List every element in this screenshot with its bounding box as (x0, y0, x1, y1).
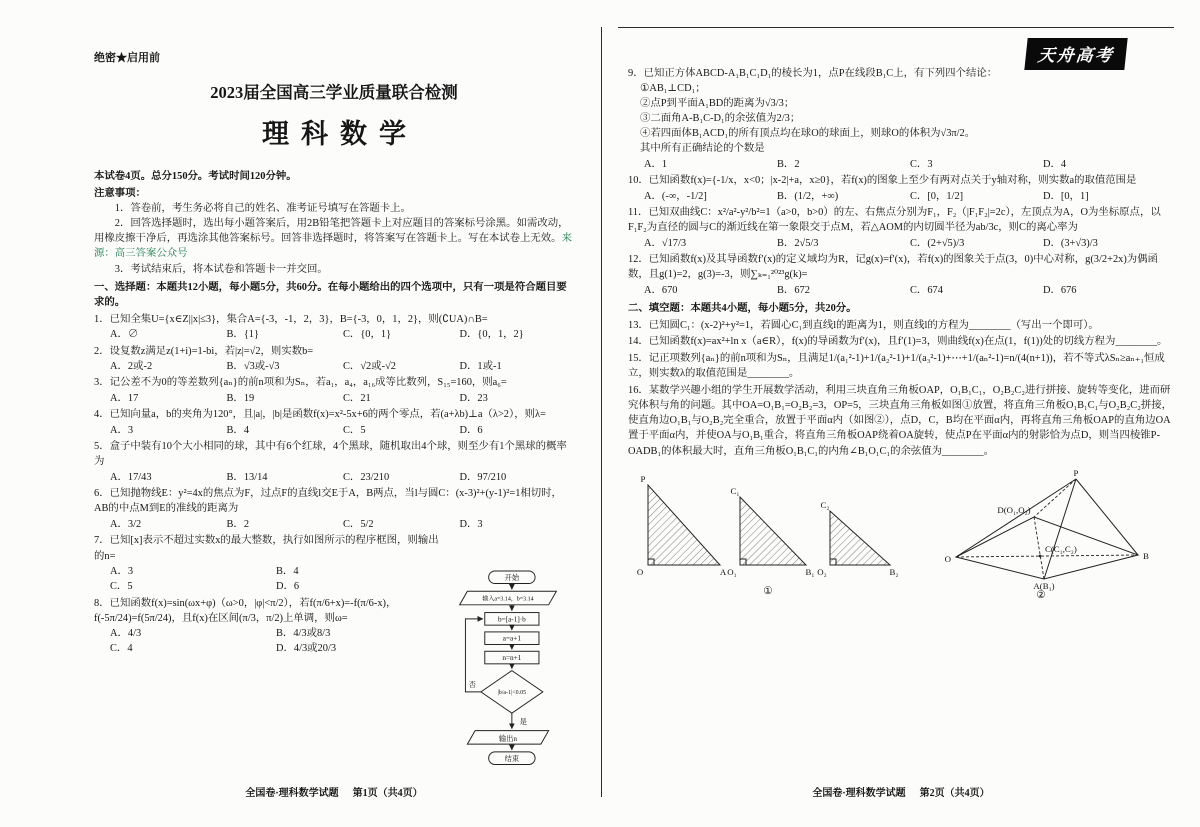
section1-title: 一、选择题：本题共12小题，每小题5分，共60分。在每小题给出的四个选项中，只有一项是符合题目要求的。 (94, 281, 567, 309)
option: C．5 (110, 580, 133, 592)
question-number: 16． (628, 384, 649, 396)
options (94, 327, 574, 342)
option: B．√3或-√3 (226, 360, 280, 372)
question-9 (628, 66, 1174, 172)
options (94, 359, 574, 374)
question-number: 9． (628, 67, 644, 79)
question-number: 14． (628, 336, 649, 348)
question-number: 7． (94, 535, 110, 547)
option: A．3 (110, 565, 134, 577)
option: C．[0，1/2] (910, 190, 964, 202)
choice-question-list-2 (628, 66, 1174, 298)
exam-title: 2023届全国高三学业质量联合检测 (210, 83, 458, 103)
option: A．1 (644, 158, 668, 170)
option: C．5 (343, 424, 366, 436)
question-6 (94, 486, 574, 532)
question-10 (628, 173, 1174, 203)
option: D．4/3或20/3 (276, 643, 337, 655)
question-text: 2．设复数z满足z(1+i)=1-bi，若|z|=√2，则实数b= (94, 345, 314, 357)
question-8 (94, 596, 440, 657)
notice-title: 注意事项： (94, 187, 146, 199)
option: D．676 (1043, 284, 1077, 296)
flowchart-svg (446, 570, 570, 778)
question-number: 13． (628, 319, 649, 331)
output-label: 输出n (498, 734, 518, 743)
figure1-caption: ① (763, 585, 773, 597)
options (628, 189, 1174, 204)
exam-meta: 本试卷4页。总分150分。考试时间120分钟。 (94, 170, 297, 182)
option: C．√2或-√2 (343, 360, 396, 372)
options (94, 391, 574, 406)
question-number: 11． (628, 207, 649, 219)
page-divider (601, 27, 602, 797)
page2-footer (628, 787, 1174, 802)
option: D．[0，1] (1043, 190, 1089, 202)
page-2 (628, 64, 1174, 812)
end-label: 结束 (504, 755, 520, 764)
question-11 (628, 205, 1174, 251)
label-O: O (944, 553, 951, 564)
triangle-OAP (648, 485, 720, 565)
label-O1: O₁ (727, 566, 737, 577)
option: D．3 (459, 518, 483, 530)
process-label-2: a=a+1 (502, 634, 521, 643)
option: C．674 (910, 284, 943, 296)
question-text: 1．已知全集U={x∈Z||x|≤3}，集合A={-3，-1，2，3}，B={-3，0，1，2}，则(∁UA)∩B= (94, 313, 488, 325)
label-P: P (1073, 467, 1079, 478)
option: B．(1/2，+∞) (777, 190, 839, 202)
label-C2: C₂ (820, 499, 830, 510)
question-number: 3． (94, 377, 110, 389)
question-text: 7．已知[x]表示不超过实数x的最大整数，执行如图所示的程序框图，则输出的n= (94, 535, 439, 562)
question-15 (628, 351, 1174, 381)
yes-label: 是 (519, 717, 527, 726)
question-number: 10． (628, 175, 649, 187)
option: B．672 (777, 284, 810, 296)
label-C: C(C₁,C₂) (1045, 543, 1077, 554)
option: A．670 (644, 284, 678, 296)
question-text: ②点P到平面A₁BD的距离为√3/3； (640, 97, 795, 109)
question-text: ③二面角A-B₁C-D₁的余弦值为2/3； (640, 113, 801, 125)
option: A．17/43 (110, 471, 152, 483)
option: B．2 (226, 518, 250, 530)
option: C．5/2 (343, 518, 374, 530)
option: A．√17/3 (644, 237, 687, 249)
figure-2-solid (926, 467, 1166, 599)
label-B1: B₁ (805, 566, 815, 577)
question-number: 4． (94, 409, 110, 421)
label-P: P (640, 473, 646, 484)
figure2-caption: ② (1036, 589, 1046, 599)
label-O2: O₂ (817, 566, 827, 577)
secrecy-label: 绝密★启用前 (94, 52, 160, 64)
options (628, 236, 1174, 251)
option: B．2√5/3 (777, 237, 819, 249)
option: A．2或-2 (110, 360, 153, 372)
option: B．19 (226, 392, 255, 404)
option: B．4 (276, 565, 299, 577)
options (94, 564, 440, 594)
question-3 (94, 375, 574, 405)
page2-top-rule (618, 27, 1174, 28)
question-text: 9．已知正方体ABCD-A₁B₁C₁D₁的棱长为1，点P在线段B₁C上，有下列四个结论： (628, 67, 998, 79)
question-text: ④若四面体B₁ACD₁的所有顶点均在球O的球面上，则球O的体积为√3π/2。 (640, 128, 976, 140)
options (94, 470, 574, 485)
question-text: 13．已知圆C₁：(x-2)²+y²=1，若圆心C₁到直线l的距离为1，则直线l的方程为________（写出一个即可）。 (628, 319, 1099, 331)
option: B．2 (777, 158, 800, 170)
option: C．21 (343, 392, 371, 404)
notice-item: 1．答卷前，考生务必将自己的姓名、准考证号填写在答题卡上。 (114, 202, 411, 214)
label-B: B (1143, 550, 1149, 561)
label-O: O (636, 566, 644, 577)
question-text: 4．已知向量a，b的夹角为120°，且|a|，|b|是函数f(x)=x²-5x+6的两个零点，若(a+λb)⊥a（λ>2），则λ= (94, 409, 546, 421)
question-5 (94, 439, 574, 485)
question-text: 12．已知函数f(x)及其导函数f′(x)的定义域均为R，记g(x)=f′(x)，若f(x)的图象关于点(3，0)中心对称，g(3/2+2x)为偶函数，且g(1)=2，g(3)=-3，则∑ₖ₌₁²⁰²³g(k)= (628, 254, 1158, 281)
footer-page-number: 第2页（共4页） (919, 788, 990, 799)
question-number: 6． (94, 488, 110, 500)
question-14 (628, 334, 1174, 349)
option: D．6 (459, 424, 483, 436)
question-text: 16．某数学兴趣小组的学生开展数学活动，利用三块直角三角板OAP，O₁B₁C₁，O₂B₂C₂进行拼接、旋转等变化，进而研究体积与角的问题。其中OA=O₁B₁=O₂B₂=3，OP=5，三块直角三角板如图①放置，将直角三角板O₁B₁C₁与O₂B₂C₂拼接，使直角边O₁B₁与O₂B₂完全重合，放置于平面α内（如图②），点D，C，B均在平面α内，再将直角三角板OAP的直角边OA置于平面α内，并使OA与O₁B₁重合，将直角三角板OAP绕着OA旋转，使点P在平面α内的射影恰为点D，则当四棱锥P-OADB₁的体积最大时，直角三角板O₁B₁C₁的内角∠B₁O₁C₁的余弦值为________。 (628, 384, 1173, 457)
label-C1: C₁ (730, 485, 740, 496)
label-D: D(O₁,O₂) (997, 504, 1031, 515)
question-number: 8． (94, 597, 110, 609)
question16-figures (628, 467, 1174, 599)
question-13 (628, 318, 1174, 333)
question-number: 15． (628, 352, 649, 364)
question-1 (94, 312, 574, 342)
logo-text: 天舟高考 (1036, 46, 1115, 65)
input-label: 输入a=3.14，b=3.14 (482, 596, 534, 603)
label-B2: B₂ (889, 566, 899, 577)
question-text: ①AB₁⊥CD₁； (640, 82, 706, 94)
footer-title: 全国卷·理科数学试题 (245, 788, 339, 799)
question-number: 1． (94, 313, 110, 325)
subject-title: 理科数学 (262, 119, 418, 150)
options (94, 517, 574, 532)
figure-1-triangles (628, 467, 918, 599)
option: D．6 (276, 580, 300, 592)
question-4 (94, 407, 574, 437)
triangle-O2B2C2 (830, 511, 890, 565)
option: C．23/210 (343, 471, 390, 483)
question-text: 14．已知函数f(x)=ax²+ln x（a∈R），f(x)的导函数为f′(x)，且f′(1)=3，则曲线f(x)在点(1，f(1))处的切线方程为________。 (628, 336, 1168, 348)
page-1 (94, 50, 574, 812)
no-label: 否 (468, 681, 476, 690)
process-label-3: n=n+1 (502, 653, 522, 662)
option: B．4/3或8/3 (276, 627, 331, 639)
notice-item: 3．考试结束后，将本试卷和答题卡一并交回。 (114, 263, 328, 275)
question-number: 5． (94, 441, 110, 453)
question-text: 5．盒子中装有10个大小相同的球，其中有6个红球，4个黑球，随机取出4个球，则至少有1个黑球的概率为 (94, 441, 567, 468)
option: A．∅ (110, 328, 139, 340)
page1-footer (94, 787, 574, 802)
option: A．4/3 (110, 627, 142, 639)
option: C．{0，1} (343, 328, 392, 340)
notice-list (94, 201, 574, 277)
option: D．97/210 (459, 471, 507, 483)
fill-question-list (628, 318, 1174, 459)
question-16 (628, 383, 1174, 459)
option: D．23 (459, 392, 488, 404)
question-text: 3．记公差不为0的等差数列{aₙ}的前n项和为Sₙ，若a₁，a₄，a₁₆成等比数列，S₁₅=160，则a₆= (94, 377, 507, 389)
decision-label: |b/a-1|<0.05 (497, 689, 527, 696)
option: D．{0，1，2} (459, 328, 524, 340)
option: A．3/2 (110, 518, 142, 530)
section2-title: 二、填空题：本题共4小题，每小题5分，共20分。 (628, 302, 857, 314)
question-number: 2． (94, 345, 110, 357)
option: C．(2+√5)/3 (910, 237, 965, 249)
question-text: 8．已知函数f(x)=sin(ωx+φ)（ω>0，|φ|<π/2），若f(π/6+x)=-f(π/6-x)，f(-5π/24)=f(5π/24)，且f(x)在区间(π/3，π/2)上单调，则ω= (94, 597, 397, 624)
question-text: 15．记正项数列{aₙ}的前n项和为Sₙ，且满足1/(a₁²-1)+1/(a₂²-1)+1/(a₃²-1)+⋯+1/(aₙ²-1)=n/(4(n+1))，若不等式λSₙ≥aₙ₊₁恒成立，则实数λ的取值范围是________。 (628, 352, 1165, 380)
option: A．3 (110, 424, 134, 436)
question-7 (94, 533, 440, 594)
question-text: 其中所有正确结论的个数是 (640, 143, 765, 155)
question-text: 11．已知双曲线C：x²/a²-y²/b²=1（a>0，b>0）的左、右焦点分别为F₁，F₂（|F₁F₂|=2c），左顶点为A，O为坐标原点，以F₁F₂为直径的圆与C的渐近线在第一象限交于点M，若△AOM的内切圆半径为ab/3c，则C的离心率为 (628, 207, 1161, 234)
start-label: 开始 (504, 574, 520, 583)
option: B．13/14 (226, 471, 268, 483)
options (94, 423, 574, 438)
question-text: 6．已知抛物线E：y²=4x的焦点为F，过点F的直线l交E于A，B两点，当l与圆C：(x-3)²+(y-1)²=1相切时，AB的中点M到E的准线的距离为 (94, 488, 562, 515)
point-C (1039, 554, 1042, 557)
option: D．4 (1043, 158, 1067, 170)
label-A: A (719, 566, 727, 577)
question-2 (94, 344, 574, 374)
process-label-1: b=[a-1]·b (497, 615, 526, 624)
option: D．1或-1 (459, 360, 502, 372)
question-text: 10．已知函数f(x)={-1/x，x<0；|x-2|+a，x≥0}，若f(x)的图象上至少有两对点关于y轴对称，则实数a的取值范围是 (628, 175, 1137, 187)
option: C．4 (110, 643, 133, 655)
question-12 (628, 252, 1174, 298)
option: A．17 (110, 392, 139, 404)
footer-page-number: 第1页（共4页） (352, 788, 423, 799)
options (628, 283, 1174, 298)
question-number: 12． (628, 254, 649, 266)
option: D．(3+√3)/3 (1043, 237, 1098, 249)
notice-item: 2．回答选择题时，选出每小题答案后，用2B铅笔把答题卡上对应题目的答案标号涂黑。如需改动，用橡皮擦干净后，再选涂其他答案标号。回答非选择题时，将答案写在答题卡上。写在本试卷上无效。来源：高三答案公众号 (94, 218, 572, 260)
footer-title: 全国卷·理科数学试题 (812, 788, 906, 799)
label-A: A(B₁) (1033, 580, 1055, 591)
triangle-O1B1C1 (740, 497, 806, 565)
source-tag: 来源：高三答案公众号 (94, 233, 572, 260)
flowchart-figure (446, 570, 572, 783)
option: C．3 (910, 158, 933, 170)
option: B．4 (226, 424, 250, 436)
options (94, 626, 440, 656)
option: A．(-∞，-1/2] (644, 190, 707, 202)
options (628, 157, 1174, 172)
option: B．{1} (226, 328, 259, 340)
